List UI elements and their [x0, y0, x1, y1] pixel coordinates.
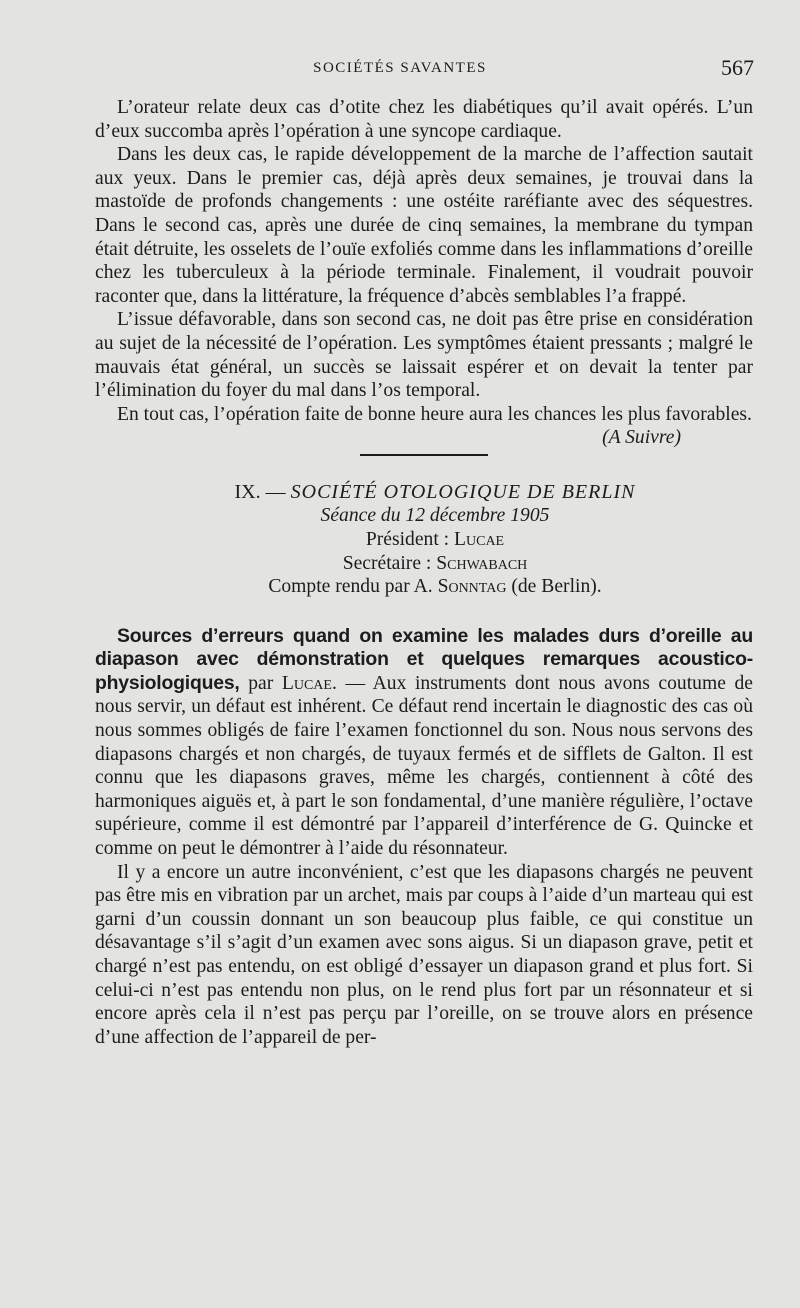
- section-title: SOCIÉTÉ OTOLOGIQUE DE BERLIN: [290, 481, 636, 504]
- running-title: SOCIÉTÉS SAVANTES: [313, 60, 487, 76]
- report-prefix: Compte rendu par A.: [268, 576, 433, 598]
- paragraph-text: En tout cas, l’opération faite de bonne heure aura les chances les plus favorables.: [117, 403, 752, 425]
- abstract-by: par: [248, 672, 274, 694]
- section-heading: [95, 480, 753, 504]
- report-line: [95, 575, 753, 599]
- paragraph: L’orateur relate deux cas d’otite chez les diabétiques qu’il avait opérés. L’un d’eux succomba après l’opération à une syncope cardiaque.: [95, 97, 753, 142]
- secretary-label: Secrétaire :: [342, 552, 432, 574]
- paragraph: Dans les deux cas, le rapide développement de la marche de l’affection sautait aux yeux. Dans le premier cas, déjà après deux semaines, je trouvai dans la mastoïde de profonds changements : une ostéite raréfiante avec des séquestres. Dans le second cas, après une durée de cinq semaines, la membrane du tympan était détruite, les osselets de l’ouïe exfoliés comme dans les inflammations d’oreille chez les tuberculeux à la période terminale. Finalement, il voudrait pouvoir raconter que, dans la littérature, la fréquence d’abcès semblables l’a frappé.: [95, 144, 753, 307]
- to-be-continued: (A Suivre): [602, 427, 681, 449]
- paragraph: Il y a encore un autre inconvénient, c’est que les diapasons chargés ne peuvent pas être mis en vibration par un archet, mais par coups à l’aide d’un marteau qui est garni d’un coussin donnant un son beaucoup plus faible, ce qui constitue un désavantage s’il s’agit d’un examen avec sons aigus. Si un diapason grave, petit et chargé n’est pas entendu, on est obligé d’essayer un diapason grand et plus fort. Si celui-ci n’est pas entendu non plus, on le rend plus fort par un résonnateur et si encore après cela il n’est pas perçu par l’oreille, on se trouve alors en présence d’une affection de l’appareil de per-: [95, 861, 753, 1048]
- secretary-line: [95, 552, 753, 576]
- page-body: [95, 96, 753, 1049]
- abstract-paragraph: [95, 625, 753, 861]
- spacer: [95, 599, 753, 625]
- abstract-title: Sources d’erreurs quand on examine les malades durs d’oreille au diapason avec démonstration et quelques remarques acoustico-physiologiques,: [95, 624, 753, 694]
- report-author: Sonntag: [437, 576, 507, 598]
- running-head: [0, 55, 800, 86]
- paragraph: L’issue défavorable, dans son second cas, ne doit pas être prise en considération au sujet de la nécessité de l’opération. Les symptômes étaient pressants ; malgré le mauvais état général, un succès se laissait espérer et on devait la tenter par l’élimination du foyer du mal dans l’os temporal.: [95, 309, 753, 402]
- section-divider: [360, 454, 488, 456]
- abstract-author: Lucae.: [281, 672, 337, 694]
- president-name: Lucae: [454, 528, 505, 550]
- session-date: Séance du 12 décembre 1905: [320, 505, 550, 527]
- page-number: 567: [721, 55, 754, 80]
- section-number: IX. —: [234, 481, 286, 504]
- president-label: Président :: [365, 528, 450, 550]
- president-line: [95, 528, 753, 552]
- paragraph-with-continuation: [95, 403, 753, 449]
- secretary-name: Schwabach: [436, 552, 528, 574]
- abstract-text: — Aux instruments dont nous avons coutume de nous servir, un défaut est inhérent. Ce défaut rend incertain le diagnostic des cas où nous sommes obligés de faire l’examen fonctionnel du son. Nous nous servons des diapasons chargés et non chargés, de tuyaux fermés et de sifflets de Galton. Il est connu que les diapasons graves, même les chargés, contiennent à côté des harmoniques aiguës et, à part le son fondamental, d’une manière régulière, l’octave supérieure, comme il est démontré par l’appareil d’interférence de G. Quincke et comme on peut le démontrer à l’aide du résonnateur.: [95, 672, 754, 860]
- report-suffix: (de Berlin).: [511, 576, 602, 598]
